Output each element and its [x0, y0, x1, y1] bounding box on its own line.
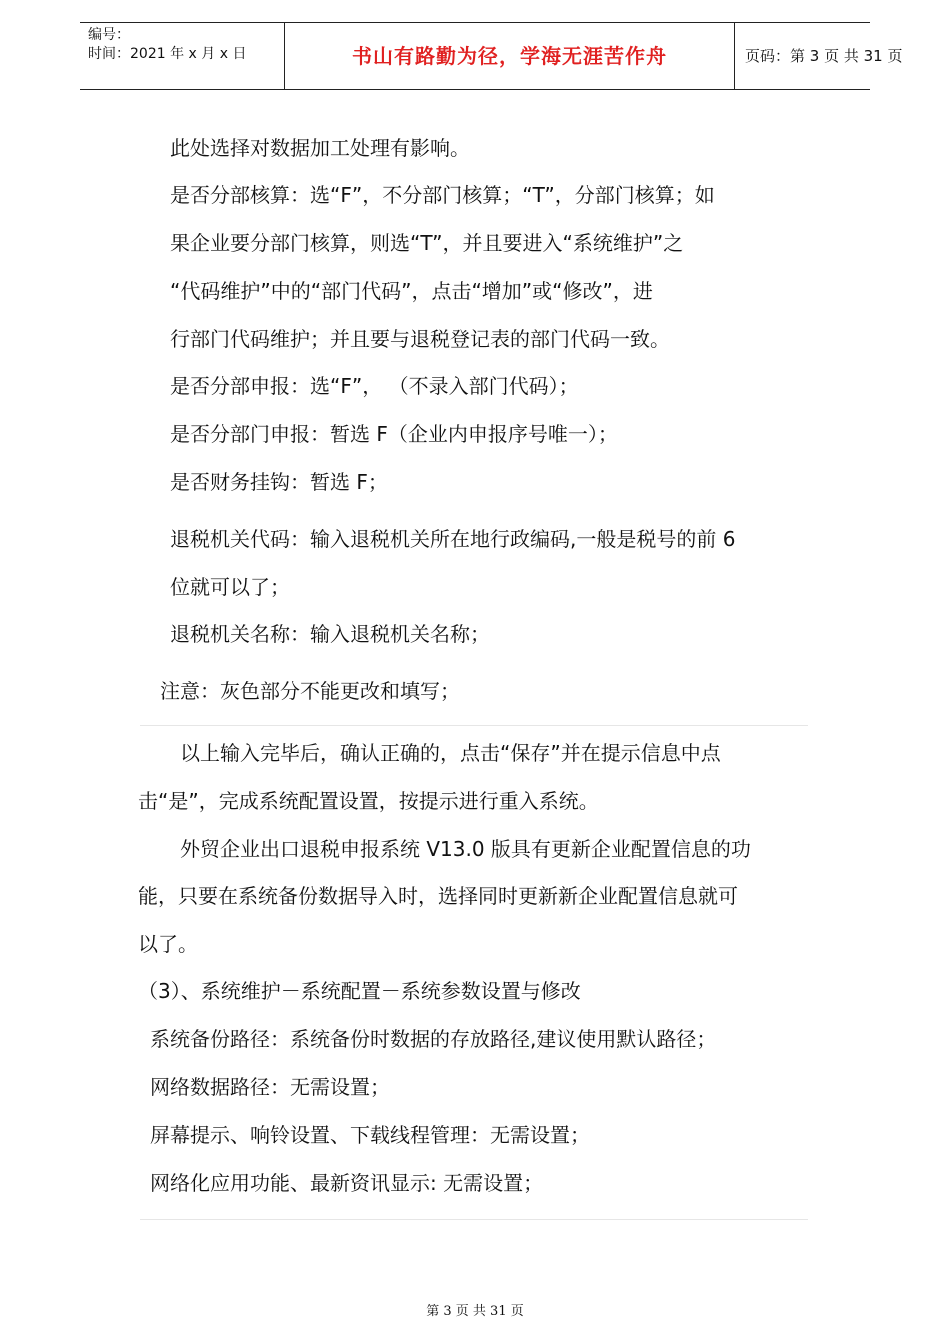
body-line: 是否分部申报：选“F”， （不录入部门代码）； [170, 374, 579, 398]
body-line: 是否财务挂钩：暂选 F； [170, 470, 388, 494]
body-line: 退税机关名称：输入退税机关名称； [170, 622, 490, 646]
page-footer: 第 3 页 共 31 页 [426, 1304, 524, 1319]
body-line: 网络数据路径：无需设置； [150, 1075, 390, 1099]
header-meta [80, 23, 284, 89]
header-motto: 书山有路勤为径，学海无涯苦作舟 [284, 23, 735, 89]
section-heading: （3）、系统维护－系统配置－系统参数设置与修改 [138, 979, 581, 1003]
body-line: 能，只要在系统备份数据导入时，选择同时更新新企业配置信息就可 [138, 884, 738, 908]
body-line: 击“是”，完成系统配置设置，按提示进行重入系统。 [138, 789, 599, 813]
body-line: 果企业要分部门核算，则选“T”，并且要进入“系统维护”之 [170, 231, 684, 255]
body-line: 位就可以了； [170, 575, 290, 599]
body-line: 网络化应用功能、最新资讯显示: 无需设置； [150, 1171, 544, 1195]
section-divider [140, 1219, 808, 1220]
body-line: 是否分部核算：选“F”，不分部门核算；“T”，分部门核算；如 [170, 183, 715, 207]
body-line: 系统备份路径：系统备份时数据的存放路径,建议使用默认路径； [150, 1027, 717, 1051]
body-line: 此处选择对数据加工处理有影响。 [170, 136, 470, 160]
body-line: “代码维护”中的“部门代码”，点击“增加”或“修改”，进 [170, 279, 653, 303]
body-line: 屏幕提示、响铃设置、下载线程管理：无需设置； [150, 1123, 590, 1147]
note-line: 注意：灰色部分不能更改和填写； [160, 679, 460, 703]
header-page-info: 页码：第 3 页 共 31 页 [745, 47, 903, 65]
page-header [80, 22, 903, 90]
body-line: 以了。 [138, 932, 198, 956]
section-divider [140, 725, 808, 726]
body-line: 退税机关代码：输入退税机关所在地行政编码,一般是税号的前 6 [170, 527, 736, 551]
body-line: 是否分部门申报：暂选 F（企业内申报序号唯一）； [170, 422, 618, 446]
header-time-label: 时间：2021 年 x 月 x 日 [88, 46, 247, 62]
body-line: 外贸企业出口退税申报系统 V13.0 版具有更新企业配置信息的功 [180, 837, 751, 861]
header-number-label: 编号： [88, 27, 130, 43]
body-line: 行部门代码维护；并且要与退税登记表的部门代码一致。 [170, 327, 670, 351]
body-line: 以上输入完毕后，确认正确的，点击“保存”并在提示信息中点 [180, 741, 721, 765]
